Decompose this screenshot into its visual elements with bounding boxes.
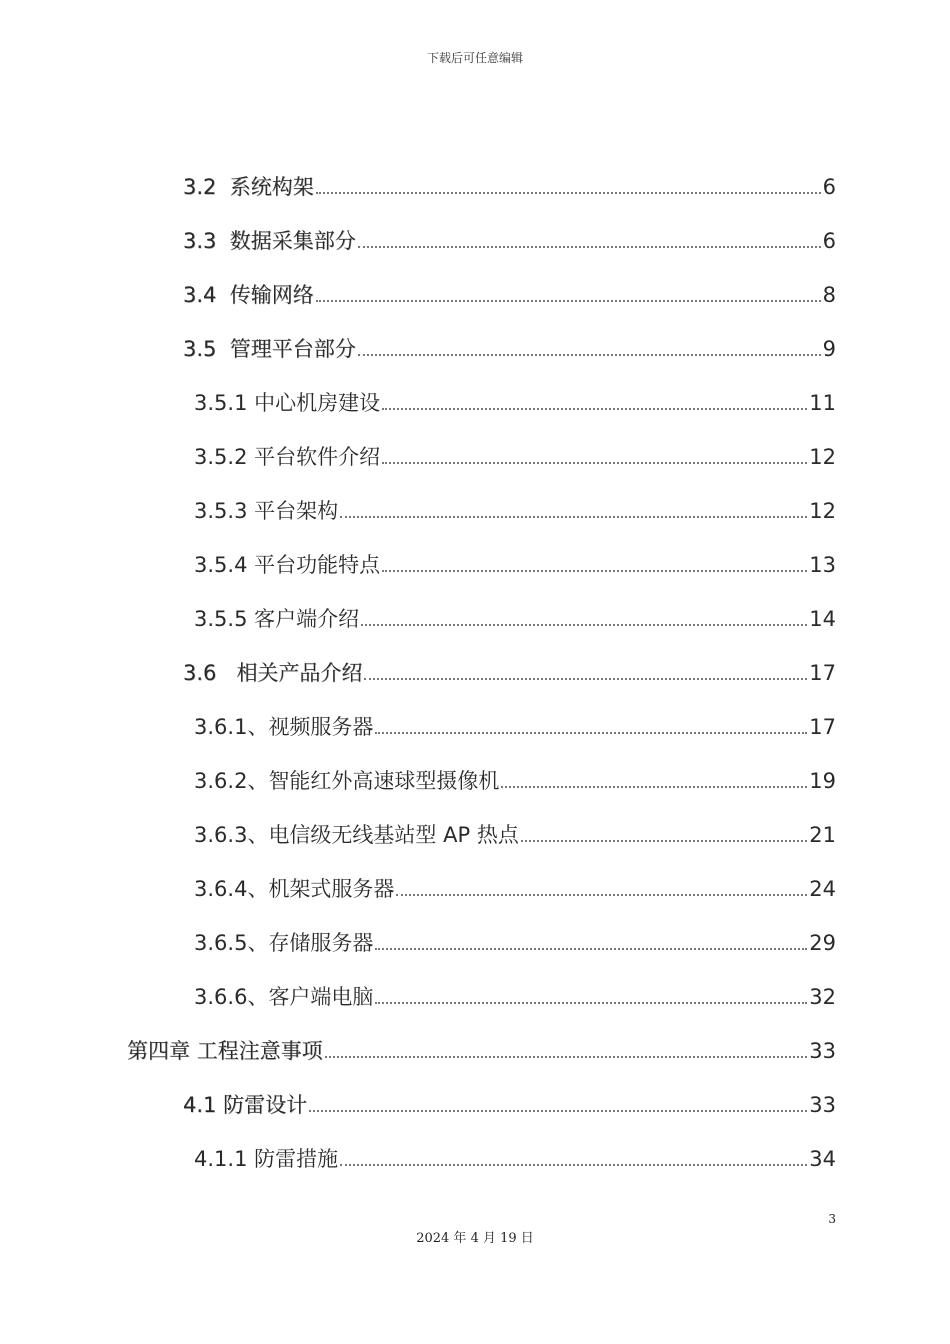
- toc-entry[interactable]: [183, 334, 836, 364]
- toc-entry-number: 3.5.2: [194, 445, 248, 469]
- toc-dot-leader: [375, 948, 807, 950]
- toc-entry-title: 存储服务器: [268, 931, 374, 955]
- toc-entry[interactable]: [194, 388, 836, 418]
- toc-entry-number: 4.1: [183, 1093, 217, 1117]
- toc-entry[interactable]: [194, 820, 836, 850]
- toc-entry-number: 3.6.6: [194, 985, 248, 1009]
- toc-entry-separator: 、: [247, 715, 269, 739]
- toc-entry-label: [183, 226, 356, 256]
- toc-entry-separator: 、: [247, 769, 269, 793]
- toc-entry-label: [194, 1144, 338, 1174]
- toc-entry-number: 3.6.5: [194, 931, 248, 955]
- toc-dot-leader: [375, 1002, 807, 1004]
- toc-entry-page: 6: [822, 175, 836, 199]
- toc-entry[interactable]: [194, 604, 836, 634]
- toc-entry-label: [183, 280, 314, 310]
- toc-entry-label: [194, 604, 359, 634]
- toc-dot-leader: [382, 462, 807, 464]
- toc-entry[interactable]: [183, 226, 836, 256]
- toc-entry-number: 3.5.3: [194, 499, 248, 523]
- toc-entry-page: 6: [822, 229, 836, 253]
- toc-dot-leader: [340, 516, 807, 518]
- toc-entry-number: 3.2: [183, 175, 217, 199]
- toc-dot-leader: [361, 624, 807, 626]
- toc-entry-label: [194, 442, 380, 472]
- toc-dot-leader: [316, 192, 821, 194]
- toc-entry-number: 3.6.4: [194, 877, 248, 901]
- toc-entry-page: 21: [809, 823, 836, 847]
- toc-entry-label: [183, 334, 356, 364]
- toc-entry-label: [127, 1036, 323, 1066]
- toc-entry-page: 32: [809, 985, 836, 1009]
- toc-entry[interactable]: [194, 982, 836, 1012]
- toc-entry-separator: [216, 175, 229, 199]
- toc-entry-title: 工程注意事项: [196, 1039, 323, 1063]
- toc-entry[interactable]: [194, 1144, 836, 1174]
- toc-entry[interactable]: [194, 550, 836, 580]
- toc-entry-title: 防雷设计: [223, 1093, 308, 1117]
- toc-entry-number: 3.6: [183, 661, 217, 685]
- toc-dot-leader: [340, 1164, 807, 1166]
- toc-entry-label: [183, 1090, 307, 1120]
- toc-entry-number: 3.3: [183, 229, 217, 253]
- toc-entry-label: [194, 928, 373, 958]
- toc-entry[interactable]: [194, 928, 836, 958]
- toc-entry-title: 客户端电脑: [268, 985, 374, 1009]
- toc-dot-leader: [382, 408, 807, 410]
- toc-entry-page: 14: [809, 607, 836, 631]
- toc-entry-number: 3.6.1: [194, 715, 248, 739]
- toc-entry-page: 17: [809, 661, 836, 685]
- toc-entry-label: [194, 388, 380, 418]
- toc-entry-page: 13: [809, 553, 836, 577]
- toc-entry-label: [194, 496, 338, 526]
- toc-entry-title: 管理平台部分: [229, 337, 356, 361]
- toc-entry-page: 17: [809, 715, 836, 739]
- toc-entry-label: [194, 982, 373, 1012]
- toc-entry-page: 24: [809, 877, 836, 901]
- toc-entry-label: [194, 874, 394, 904]
- toc-entry-page: 12: [809, 445, 836, 469]
- toc-entry-number: 第四章: [127, 1039, 190, 1063]
- toc-entry-title: 系统构架: [229, 175, 314, 199]
- toc-entry[interactable]: [194, 442, 836, 472]
- page-number: 3: [828, 1212, 836, 1226]
- toc-entry-page: 33: [809, 1093, 836, 1117]
- toc-entry-separator: 、: [247, 985, 269, 1009]
- toc-entry[interactable]: [127, 1036, 836, 1066]
- toc-dot-leader: [521, 840, 807, 842]
- toc-entry[interactable]: [183, 280, 836, 310]
- toc-entry-page: 12: [809, 499, 836, 523]
- toc-entry-label: [194, 712, 373, 742]
- toc-entry-page: 8: [822, 283, 836, 307]
- toc-entry-title: 中心机房建设: [254, 391, 381, 415]
- toc-dot-leader: [309, 1110, 807, 1112]
- toc-dot-leader: [325, 1056, 808, 1058]
- toc-dot-leader: [396, 894, 807, 896]
- toc-entry-title: 平台功能特点: [254, 553, 381, 577]
- toc-entry-title: 相关产品介绍: [236, 661, 363, 685]
- toc-entry-separator: 、: [247, 877, 269, 901]
- toc-entry-separator: [216, 337, 229, 361]
- toc-entry-title: 机架式服务器: [268, 877, 395, 901]
- toc-dot-leader: [364, 678, 807, 680]
- toc-entry-title: 防雷措施: [254, 1147, 339, 1171]
- toc-entry-number: 4.1.1: [194, 1147, 248, 1171]
- toc-entry-label: [194, 820, 519, 850]
- page-footer-date: 2024 年 4 月 19 日: [416, 1231, 534, 1246]
- toc-entry-number: 3.4: [183, 283, 217, 307]
- toc-entry-label: [183, 172, 314, 202]
- toc-entry-number: 3.6.2: [194, 769, 248, 793]
- toc-entry-page: 19: [809, 769, 836, 793]
- toc-entry[interactable]: [183, 658, 836, 688]
- toc-entry-number: 3.5.1: [194, 391, 248, 415]
- toc-entry-separator: [216, 283, 229, 307]
- toc-entry-page: 34: [809, 1147, 836, 1171]
- toc-entry-title: 视频服务器: [268, 715, 374, 739]
- page-header: 下载后可任意编辑: [426, 51, 523, 65]
- toc-entry-page: 9: [822, 337, 836, 361]
- toc-entry-title: 电信级无线基站型 AP 热点: [268, 823, 519, 847]
- toc-entry-separator: 、: [247, 931, 269, 955]
- toc-dot-leader: [375, 732, 807, 734]
- toc-entry-separator: [216, 661, 236, 685]
- toc-entry-number: 3.5: [183, 337, 217, 361]
- toc-entry-title: 平台架构: [254, 499, 339, 523]
- toc-entry-number: 3.5.4: [194, 553, 248, 577]
- toc-entry[interactable]: [194, 874, 836, 904]
- toc-entry-label: [183, 658, 362, 688]
- toc-dot-leader: [316, 300, 821, 302]
- toc-entry-page: 11: [809, 391, 836, 415]
- toc-entry-separator: [216, 229, 229, 253]
- toc-entry[interactable]: [194, 766, 836, 796]
- toc-entry-separator: 、: [247, 823, 269, 847]
- toc-entry-number: 3.6.3: [194, 823, 248, 847]
- toc-entry-title: 数据采集部分: [229, 229, 356, 253]
- toc-entry-title: 智能红外高速球型摄像机: [268, 769, 500, 793]
- toc-entry[interactable]: [194, 712, 836, 742]
- toc-entry-label: [194, 766, 499, 796]
- toc-entry-number: 3.5.5: [194, 607, 248, 631]
- toc-entry[interactable]: [183, 172, 836, 202]
- toc-entry-title: 客户端介绍: [254, 607, 360, 631]
- toc-dot-leader: [358, 246, 821, 248]
- toc-entry[interactable]: [183, 1090, 836, 1120]
- toc-entry-separator: [190, 1039, 197, 1063]
- toc-dot-leader: [501, 786, 807, 788]
- toc-entry[interactable]: [194, 496, 836, 526]
- toc-entry-title: 平台软件介绍: [254, 445, 381, 469]
- toc-dot-leader: [382, 570, 807, 572]
- toc-entry-label: [194, 550, 380, 580]
- toc-dot-leader: [358, 354, 821, 356]
- toc-entry-page: 29: [809, 931, 836, 955]
- toc-entry-page: 33: [809, 1039, 836, 1063]
- toc-entry-title: 传输网络: [229, 283, 314, 307]
